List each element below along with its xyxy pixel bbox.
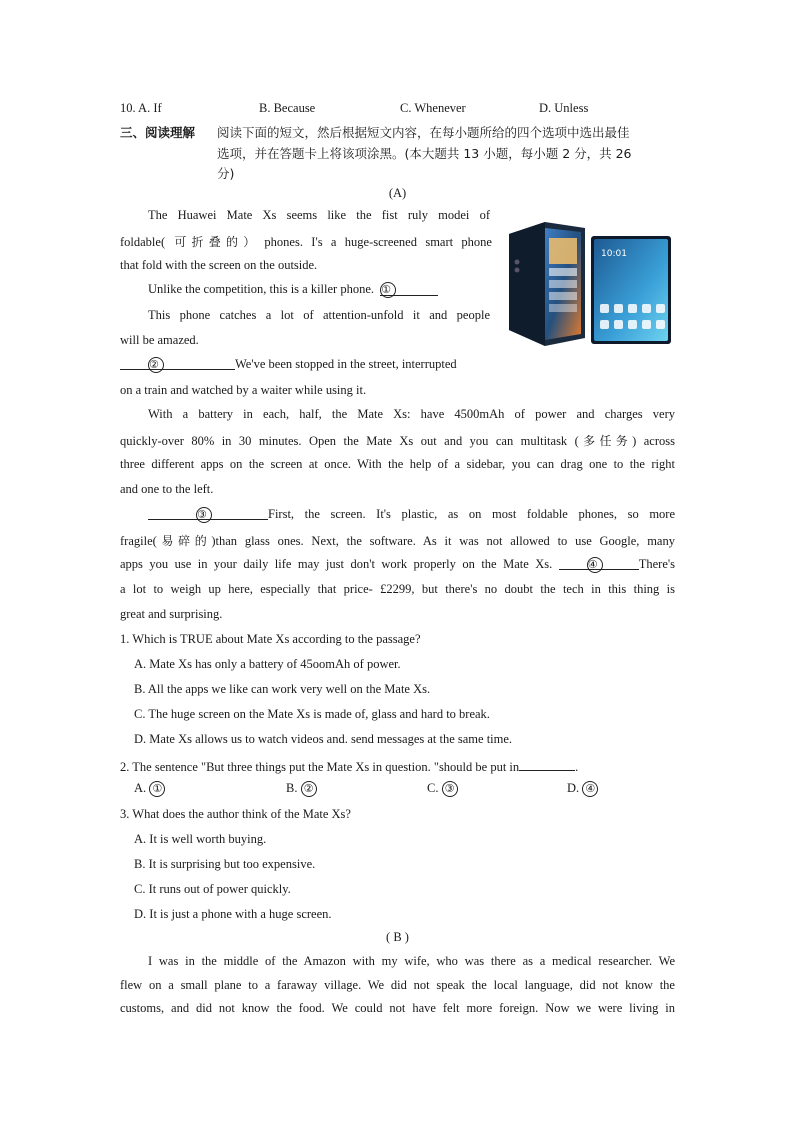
passage-a-line: The Huawei Mate Xs seems like the fist ruly modei of xyxy=(148,208,490,222)
passage-a-line: foldable( 可折叠的） phones. I's a huge-screened smart phone xyxy=(120,235,492,249)
q3-option-a: A. It is well worth buying. xyxy=(134,832,267,846)
question-2: 2. The sentence "But three things put the Mate Xs in question. "should be put in . xyxy=(120,757,578,775)
passage-a-line: on a train and watched by a waiter while using it. xyxy=(120,383,367,397)
passage-a-line: quickly-over 80% in 30 minutes. Open the Mate Xs out and you can multitask (多任务) across xyxy=(120,434,675,448)
passage-a-line: ③ First, the screen. It's plastic, as on most foldable phones, so more xyxy=(148,507,675,522)
blank-2: ② xyxy=(120,357,235,370)
passage-b-line: I was in the middle of the Amazon with my wife, who was there as a medical researcher. We xyxy=(148,954,675,968)
q2-option-a: A. ① xyxy=(134,781,165,797)
passage-b-title: ( B ) xyxy=(386,930,409,944)
q1-option-b: B. All the apps we like can work very well on the Mate Xs. xyxy=(134,682,431,696)
q3-option-c: C. It runs out of power quickly. xyxy=(134,882,291,896)
passage-a-line: three different apps on the screen at once. With the help of a sidebar, you can drag one to the right xyxy=(120,457,675,471)
blank-1: ① xyxy=(380,282,438,296)
q1-option-a: A. Mate Xs has only a battery of 45oomAh of power. xyxy=(134,657,401,671)
passage-a-line: great and surprising. xyxy=(120,607,223,621)
section-heading: 三、阅读理解 xyxy=(120,125,196,140)
blank-4: ④ xyxy=(559,557,639,570)
section-instructions-1: 阅读下面的短文，然后根据短文内容，在每小题所给的四个选项中选出最佳 xyxy=(217,125,630,140)
svg-text:10:01: 10:01 xyxy=(601,249,627,259)
passage-a-line: With a battery in each, half, the Mate Xs: have 4500mAh of power and charges very xyxy=(148,407,675,421)
passage-a-line: a lot to weigh up here, especially that price- £2299, but there's no doubt the tech in this thing is xyxy=(120,582,675,596)
q10-option-a: 10. A. If xyxy=(120,101,162,115)
passage-a-line: Unlike the competition, this is a killer phone. ① xyxy=(148,282,675,297)
foldable-phone-image xyxy=(505,212,675,350)
passage-a-line: and one to the left. xyxy=(120,482,214,496)
q2-option-d: D. ④ xyxy=(567,781,598,797)
passage-a-line: that fold with the screen on the outside. xyxy=(120,258,318,272)
passage-a-line: ② We've been stopped in the street, interrupted xyxy=(120,357,492,372)
q1-option-d: D. Mate Xs allows us to watch videos and. send messages at the same time. xyxy=(134,732,513,746)
q10-option-c: C. Whenever xyxy=(400,101,466,115)
passage-a-line: will be amazed. xyxy=(120,333,199,347)
passage-a-line: fragile(易碎的)than glass ones. Next, the software. As it was not allowed to use Google, many xyxy=(120,534,675,548)
q10-option-b: B. Because xyxy=(259,101,316,115)
q2-option-b: B. ② xyxy=(286,781,317,797)
q2-option-c: C. ③ xyxy=(427,781,458,797)
passage-b-line: customs, and did not know the food. We could not have felt more foreign. Now we were living in xyxy=(120,1001,675,1015)
passage-a-title: (A) xyxy=(388,186,407,200)
passage-a-line: This phone catches a lot of attention-unfold it and people xyxy=(148,308,490,322)
q3-option-d: D. It is just a phone with a huge screen. xyxy=(134,907,332,921)
q3-option-b: B. It is surprising but too expensive. xyxy=(134,857,316,871)
question-1: 1. Which is TRUE about Mate Xs according to the passage? xyxy=(120,632,421,646)
section-instructions-3: 分) xyxy=(217,166,235,181)
question-3: 3. What does the author think of the Mate Xs? xyxy=(120,807,351,821)
section-instructions-2: 选项，并在答题卡上将该项涂黑。(本大题共 13 小题，每小题 2 分，共 26 xyxy=(217,146,632,161)
q1-option-c: C. The huge screen on the Mate Xs is made of, glass and hard to break. xyxy=(134,707,490,721)
q10-option-d: D. Unless xyxy=(539,101,589,115)
blank-3: ③ xyxy=(148,507,268,520)
passage-b-line: flew on a small plane to a faraway village. We did not speak the local language, did not know the xyxy=(120,978,675,992)
passage-a-line: apps you use in your daily life may just don't work properly on the Mate Xs. ④ There's xyxy=(120,557,675,572)
